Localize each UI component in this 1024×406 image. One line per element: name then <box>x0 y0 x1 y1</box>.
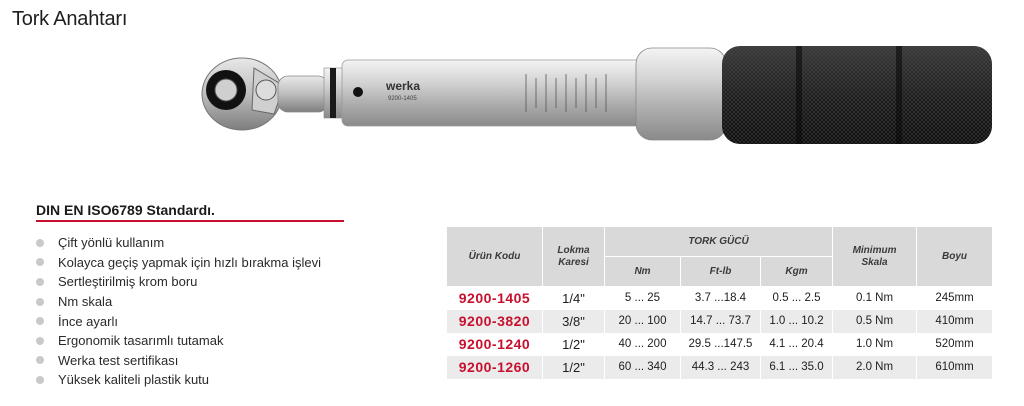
torque-wrench-image <box>196 38 996 162</box>
feature-text: Ergonomik tasarımlı tutamak <box>58 333 224 349</box>
feature-item <box>36 370 321 390</box>
drive-size: 1/2" <box>543 356 605 379</box>
bullet-icon <box>36 278 44 286</box>
table-row <box>447 287 993 310</box>
product-code: 9200-1405 <box>447 287 543 310</box>
header-kgm: Kgm <box>761 257 833 287</box>
model-engraving: 9200-1405 <box>388 96 417 102</box>
table-row <box>447 356 993 379</box>
drive-size: 1/4" <box>543 287 605 310</box>
torque-ftlb: 29.5 ...147.5 <box>681 333 761 356</box>
length: 610mm <box>917 356 993 379</box>
feature-item <box>36 272 321 292</box>
torque-kgm: 6.1 ... 35.0 <box>761 356 833 379</box>
header-min-line2: Skala <box>861 256 888 268</box>
header-min-line1: Minimum <box>852 244 897 256</box>
header-drive-line2: Karesi <box>558 256 589 268</box>
torque-nm: 40 ... 200 <box>605 333 681 356</box>
min-scale: 2.0 Nm <box>833 356 917 379</box>
header-ftlb: Ft-lb <box>681 257 761 287</box>
bullet-icon <box>36 258 44 266</box>
product-code: 9200-1240 <box>447 333 543 356</box>
header-nm: Nm <box>605 257 681 287</box>
torque-nm: 20 ... 100 <box>605 310 681 333</box>
product-code: 9200-1260 <box>447 356 543 379</box>
torque-nm: 60 ... 340 <box>605 356 681 379</box>
brand-engraving: werka <box>386 79 421 93</box>
torque-kgm: 1.0 ... 10.2 <box>761 310 833 333</box>
torque-kgm: 0.5 ... 2.5 <box>761 287 833 310</box>
feature-item <box>36 351 321 371</box>
title-underline <box>36 220 344 222</box>
product-code: 9200-3820 <box>447 310 543 333</box>
feature-item <box>36 253 321 273</box>
feature-text: Kolayca geçiş yapmak için hızlı bırakma işlevi <box>58 254 321 270</box>
feature-text: Sertleştirilmiş krom boru <box>58 274 198 290</box>
feature-item <box>36 311 321 331</box>
handle-grip <box>722 46 992 144</box>
bullet-icon <box>36 298 44 306</box>
feature-item <box>36 233 321 253</box>
drive-size: 1/2" <box>543 333 605 356</box>
feature-text: Werka test sertifikası <box>58 352 179 368</box>
min-scale: 1.0 Nm <box>833 333 917 356</box>
table-row <box>447 310 993 333</box>
bullet-icon <box>36 356 44 364</box>
torque-kgm: 4.1 ... 20.4 <box>761 333 833 356</box>
page-title: Tork Anahtarı <box>12 8 128 30</box>
min-scale: 0.5 Nm <box>833 310 917 333</box>
header-torque: TORK GÜCÜ <box>605 227 833 257</box>
feature-text: Nm skala <box>58 294 113 310</box>
length: 410mm <box>917 310 993 333</box>
feature-text: Yüksek kaliteli plastik kutu <box>58 372 210 388</box>
header-length: Boyu <box>917 227 993 287</box>
feature-item <box>36 292 321 312</box>
torque-ftlb: 14.7 ... 73.7 <box>681 310 761 333</box>
bullet-icon <box>36 337 44 345</box>
bullet-icon <box>36 317 44 325</box>
header-drive-size <box>543 227 605 287</box>
torque-ftlb: 44.3 ... 243 <box>681 356 761 379</box>
feature-list <box>36 233 321 390</box>
min-scale: 0.1 Nm <box>833 287 917 310</box>
ratchet-head <box>202 58 328 130</box>
feature-text: Çift yönlü kullanım <box>58 235 165 251</box>
header-product-code: Ürün Kodu <box>447 227 543 287</box>
header-drive-line1: Lokma <box>557 244 590 256</box>
length: 245mm <box>917 287 993 310</box>
length: 520mm <box>917 333 993 356</box>
table-row <box>447 333 993 356</box>
adjustment-collar <box>636 48 726 140</box>
torque-nm: 5 ... 25 <box>605 287 681 310</box>
chrome-tube <box>324 60 642 126</box>
feature-item <box>36 331 321 351</box>
spec-table <box>446 226 993 379</box>
feature-text: İnce ayarlı <box>58 313 118 329</box>
header-min-scale <box>833 227 917 287</box>
torque-ftlb: 3.7 ...18.4 <box>681 287 761 310</box>
bullet-icon <box>36 239 44 247</box>
bullet-icon <box>36 376 44 384</box>
standard-title: DIN EN ISO6789 Standardı. <box>36 202 215 218</box>
drive-size: 3/8" <box>543 310 605 333</box>
